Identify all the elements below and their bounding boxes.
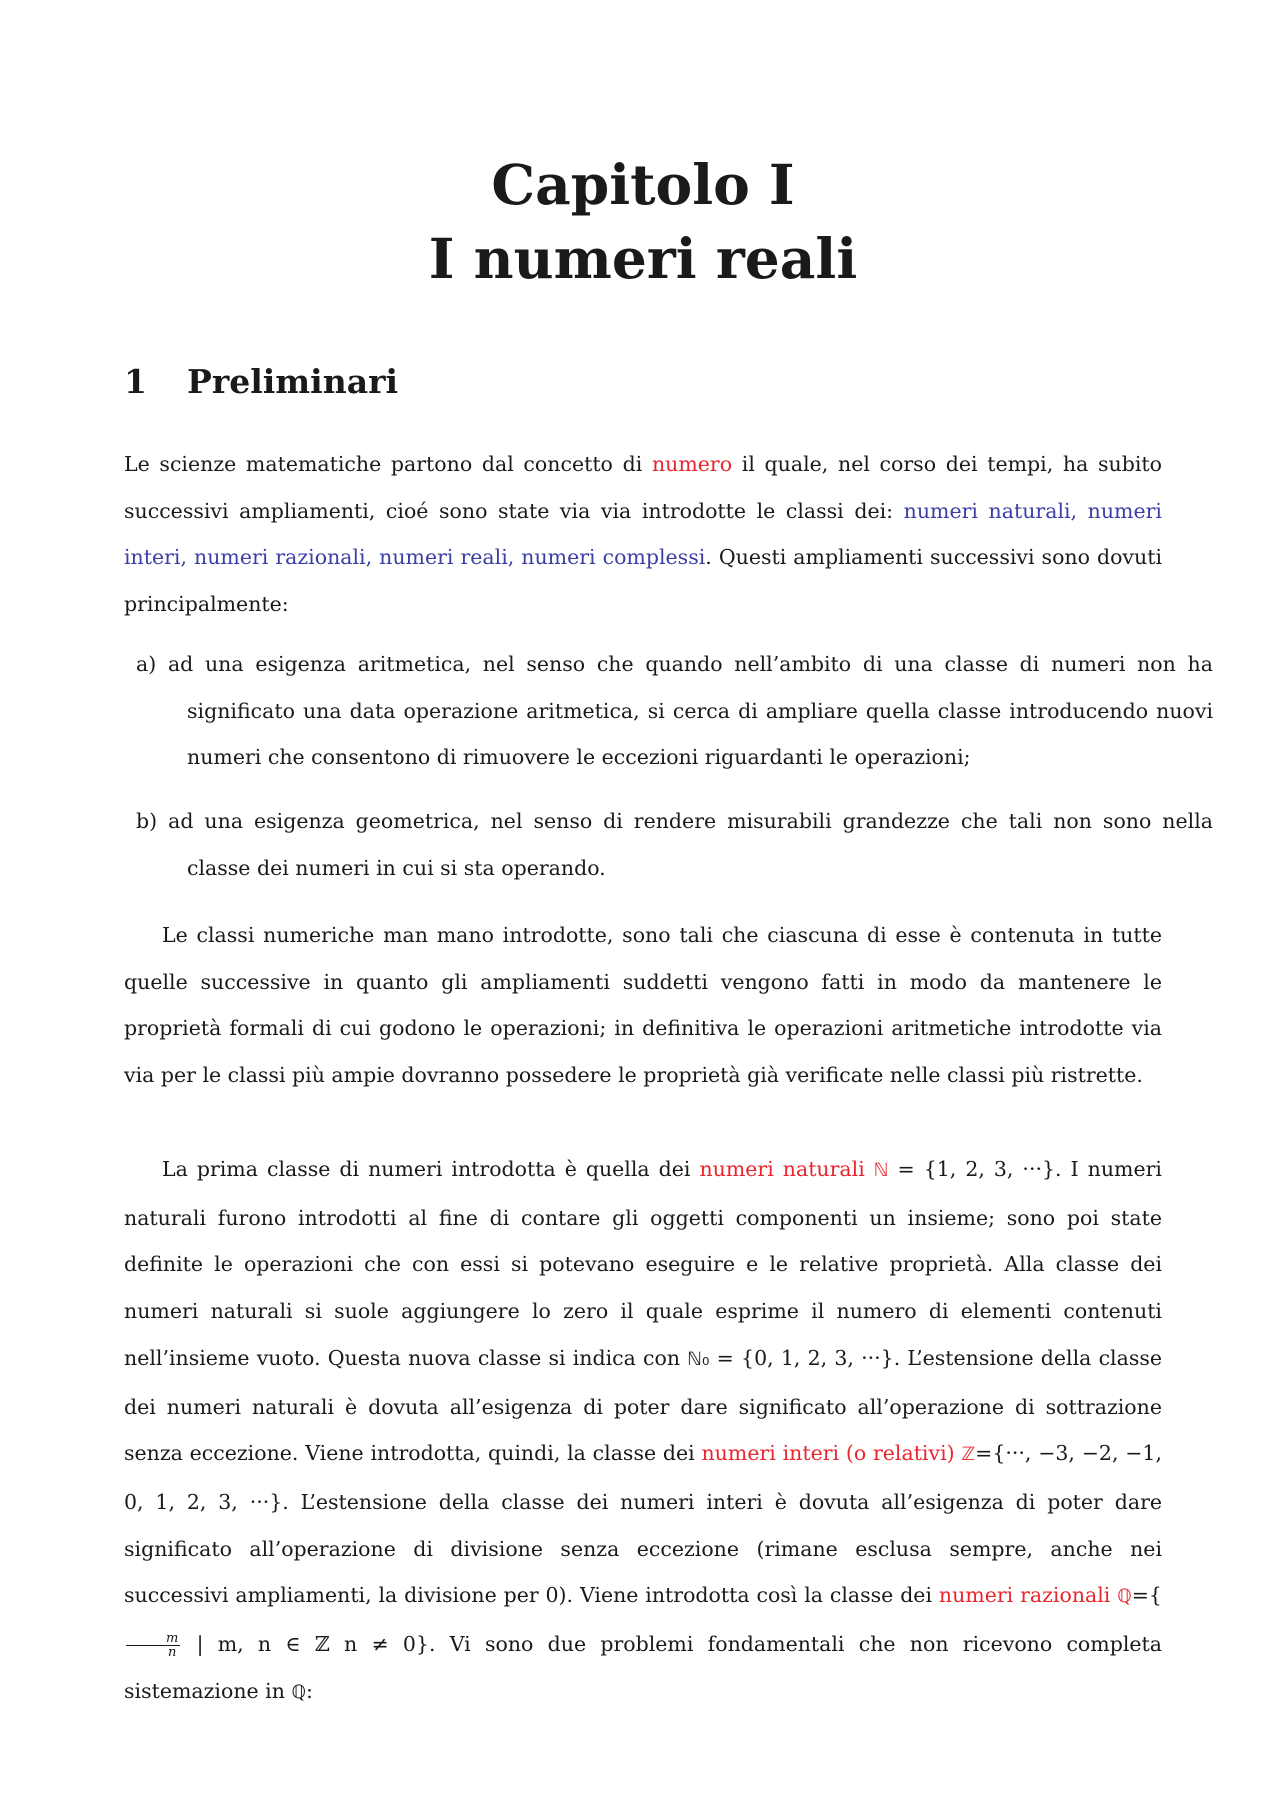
symbol-naturals: ℕ bbox=[873, 1160, 889, 1181]
term-numeri-interi: numeri interi (o relativi) bbox=[701, 1441, 955, 1466]
fraction-m-over-n bbox=[126, 1632, 180, 1659]
p3-text-2: . I numeri naturali furono introdotti al fine di contare gli oggetti componenti un insieme; sono poi state definite le operazioni che con essi si potevano eseguire e le relative proprietà. Alla classe dei numeri naturali si suole aggiungere lo zero il quale esprime il numero di elementi contenuti nell’insieme vuoto. Questa nuova classe si indica con bbox=[124, 1157, 1162, 1370]
section-heading bbox=[124, 362, 398, 401]
term-numero: numero bbox=[651, 452, 733, 476]
set-naturals-zero: = {0, 1, 2, 3, ···} bbox=[709, 1345, 894, 1370]
intro-text-2: il quale, nel corso dei tempi, ha subito successivi ampliamenti, cioé sono state via via introdotte le classi dei: bbox=[124, 452, 1162, 523]
fraction-numerator: m bbox=[126, 1632, 180, 1646]
term-numeri-razionali: numeri razionali bbox=[938, 1583, 1111, 1608]
list-text-a: ad una esigenza aritmetica, nel senso che quando nell’ambito di una classe di numeri non ha significato una data operazione aritmetica, si cerca di ampliare quella classe introducendo nuovi numeri che consentono di rimuovere le eccezioni riguardanti le operazioni; bbox=[167, 652, 1213, 770]
set-rationals-condition: | m, n ∈ ℤ n ≠ 0} bbox=[182, 1632, 429, 1657]
chapter-label: Capitolo I bbox=[491, 152, 795, 217]
paragraph-number-sets bbox=[124, 1146, 1162, 1716]
intro-text-3: . Questi ampliamenti successivi sono dovuti principalmente: bbox=[124, 545, 1163, 617]
fraction-denominator: n bbox=[167, 1645, 177, 1661]
p3-text-1: La prima classe di numeri introdotta è quella dei bbox=[162, 1157, 691, 1181]
list-item-a bbox=[136, 641, 1213, 781]
intro-text-1: Le scienze matematiche partono dal concetto di bbox=[124, 452, 643, 476]
chapter-title: I numeri reali bbox=[428, 226, 858, 291]
set-naturals: = {1, 2, 3, ···} bbox=[888, 1157, 1056, 1181]
symbol-rationals: ℚ bbox=[1117, 1586, 1132, 1608]
p3-text-3: . L’estensione della classe dei numeri naturali è dovuta all’esigenza di poter dare significato all’operazione di sottrazione senza eccezione. Viene introdotta, quindi, la classe dei bbox=[124, 1345, 1163, 1466]
list-item-b bbox=[136, 798, 1213, 891]
symbol-rationals-end: ℚ bbox=[291, 1681, 306, 1703]
list-marker-a: a) bbox=[136, 652, 157, 676]
symbol-integers: ℤ bbox=[961, 1444, 976, 1466]
chapter-heading bbox=[124, 148, 1162, 296]
p3-text-4: . L’estensione della classe dei numeri interi è dovuta all’esigenza di poter dare significato all’operazione di divisione senza eccezione (rimane esclusa sempre, anche nei successivi ampliamenti, la divisione per 0). Viene introdotta così la classe dei bbox=[124, 1489, 1162, 1608]
section-title: Preliminari bbox=[187, 362, 399, 401]
paragraph-classes: Le classi numeriche man mano introdotte, sono tali che ciascuna di esse è contenuta in tutte quelle successive in quanto gli ampliamenti suddetti vengono fatti in modo da mantenere le proprietà formali di cui godono le operazioni; in definitiva le operazioni aritmetiche introdotte via via per le classi più ampie dovranno possedere le proprietà già verificate nelle classi più ristrette. bbox=[124, 923, 1162, 1088]
list-marker-b: b) bbox=[136, 809, 158, 833]
intro-paragraph bbox=[124, 441, 1162, 628]
p3-colon: : bbox=[305, 1678, 313, 1703]
p3-text-5: . Vi sono due problemi fondamentali che non ricevono completa sistemazione in bbox=[124, 1632, 1162, 1703]
number-classes-list: numeri naturali, numeri interi, numeri razionali, numeri reali, numeri complessi bbox=[124, 498, 1162, 570]
set-rationals-open: ={ bbox=[1131, 1583, 1162, 1608]
set-integers: ={···, −3, −2, −1, 0, 1, 2, 3, ···} bbox=[124, 1441, 1162, 1514]
symbol-naturals-zero: ℕ₀ bbox=[687, 1348, 710, 1370]
list-text-b: ad una esigenza geometrica, nel senso di rendere misurabili grandezze che tali non sono nella classe dei numeri in cui si sta operando. bbox=[168, 809, 1213, 880]
section-number: 1 bbox=[124, 362, 147, 401]
term-numeri-naturali: numeri naturali bbox=[699, 1157, 865, 1181]
